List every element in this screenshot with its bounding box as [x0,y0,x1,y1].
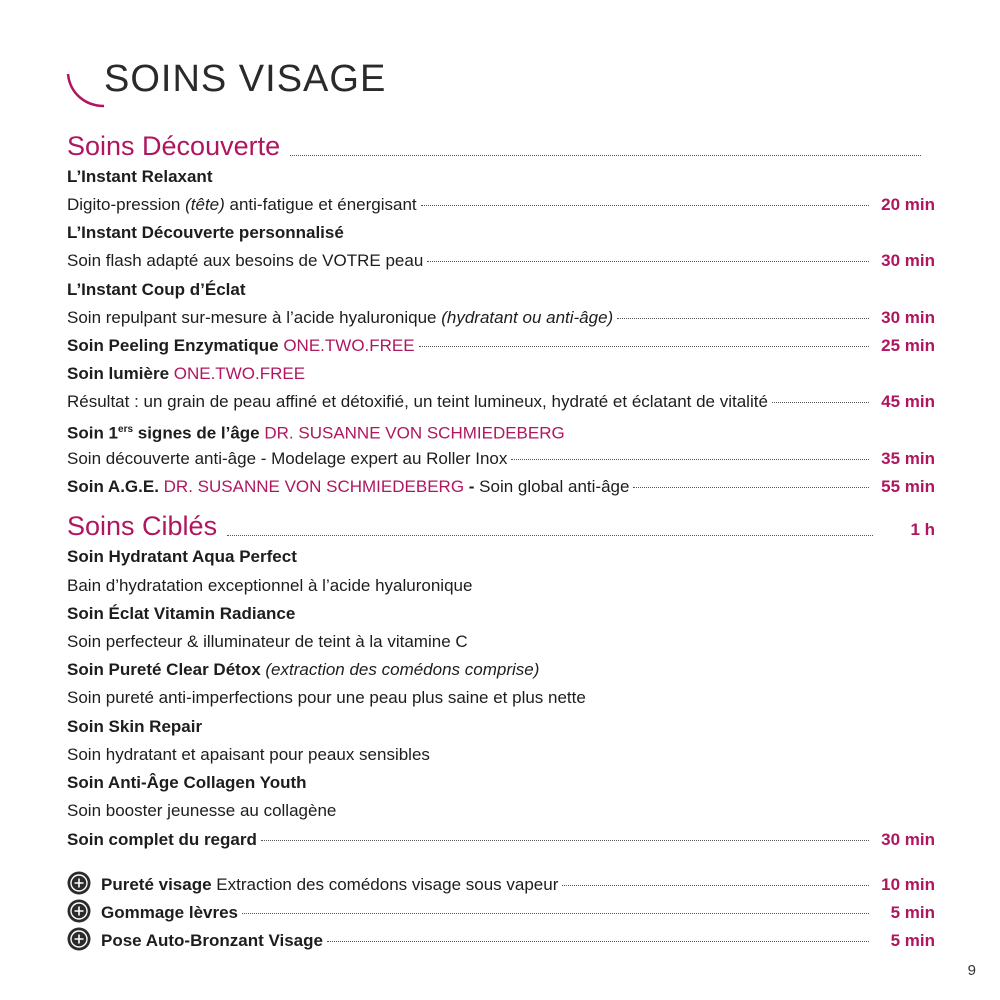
service-desc: Soin pureté anti-imperfections pour une peau plus saine et plus nette [67,688,586,707]
duration: 45 min [881,392,935,411]
duration: 5 min [890,931,935,950]
service-row [67,247,935,275]
leader-dots [562,885,869,886]
service-row [67,304,935,332]
duration: 55 min [881,477,935,496]
service-name-row [67,656,935,684]
service-name: Soin Hydratant Aqua Perfect [67,547,297,566]
leader-dots [227,535,873,536]
leader-dots [327,941,869,942]
leader-dots [633,487,869,488]
plus-circle-icon [67,871,91,895]
service-row [67,473,935,501]
duration: 30 min [881,308,935,327]
page-number: 9 [967,962,976,979]
service-desc: Soin découverte anti-âge - Modelage expert au Roller Inox [67,449,508,468]
extra-row [67,922,935,952]
service-desc-row [67,741,935,769]
duration: 30 min [881,251,935,270]
extra-item: Pureté visage Extraction des comédons visage sous vapeur [67,866,558,899]
extra-item: Gommage lèvres [67,894,238,927]
service-name: Soin Skin Repair [67,717,203,736]
service-name: Soin 1ers signes de l’âge DR. SUSANNE VON SCHMIEDEBERG [67,423,565,443]
service-name-row [67,600,935,628]
service-name-row [67,416,935,444]
service-name-row [67,219,935,247]
service-desc: Résultat : un grain de peau affiné et détoxifié, un teint lumineux, hydraté et éclatant de vitalité [67,392,768,411]
leader-dots [511,459,869,460]
service-row [67,826,935,854]
service-desc: Bain d’hydratation exceptionnel à l’acide hyaluronique [67,576,473,595]
duration: 30 min [881,830,935,849]
service-name-row [67,713,935,741]
section-title-text: Soins Découverte [67,131,281,161]
service-desc: Digito-pression (tête) anti-fatigue et énergisant [67,195,417,214]
leader-dots [772,402,869,403]
service-name: Soin Peeling Enzymatique ONE.TWO.FREE [67,336,415,355]
service-desc: Soin hydratant et apaisant pour peaux sensibles [67,745,430,764]
section-title-text: Soins Ciblés [67,511,218,541]
service-name-row [67,360,935,388]
service-name: Soin Éclat Vitamin Radiance [67,604,296,623]
decorative-arc-icon [64,52,108,112]
service-desc-row [67,572,935,600]
duration: 5 min [890,903,935,922]
service-row [67,445,935,473]
service-name-row [67,163,935,191]
service-row [67,191,935,219]
service-desc-row [67,797,935,825]
plus-circle-icon [67,927,91,951]
service-name: Soin lumière ONE.TWO.FREE [67,364,306,383]
service-desc: Soin repulpant sur-mesure à l’acide hyaluronique (hydratant ou anti-âge) [67,308,614,327]
section-title-decouverte [67,128,927,162]
extra-row [67,894,935,924]
service-name: Soin A.G.E. DR. SUSANNE VON SCHMIEDEBERG - Soin global anti-âge [67,477,630,496]
service-name-row [67,543,935,571]
service-name: Soin Anti-Âge Collagen Youth [67,773,307,792]
service-row [67,332,935,360]
section-duration: 1 h [910,520,935,539]
service-desc-row [67,628,935,656]
service-name: L’Instant Coup d’Éclat [67,280,246,299]
leader-dots [242,913,869,914]
duration: 10 min [881,875,935,894]
service-name: Soin complet du regard [67,830,257,849]
page-title: SOINS VISAGE [104,58,387,100]
service-desc: Soin perfecteur & illuminateur de teint à la vitamine C [67,632,468,651]
leader-dots [419,346,869,347]
leader-dots [261,840,869,841]
service-desc: Soin booster jeunesse au collagène [67,801,337,820]
extra-row [67,866,935,896]
duration: 20 min [881,195,935,214]
service-name-row [67,276,935,304]
service-desc-row [67,684,935,712]
service-row [67,388,935,416]
extra-item: Pose Auto-Bronzant Visage [67,922,323,955]
leader-dots [290,155,921,156]
section-title-cibles [67,508,935,542]
service-desc: Soin flash adapté aux besoins de VOTRE peau [67,251,424,270]
duration: 35 min [881,449,935,468]
leader-dots [427,261,869,262]
service-name-row [67,769,935,797]
duration: 25 min [881,336,935,355]
plus-circle-icon [67,899,91,923]
service-name: Soin Pureté Clear Détox (extraction des comédons comprise) [67,660,540,679]
leader-dots [421,205,869,206]
leader-dots [617,318,869,319]
service-name: L’Instant Découverte personnalisé [67,223,344,242]
service-name: L’Instant Relaxant [67,167,213,186]
